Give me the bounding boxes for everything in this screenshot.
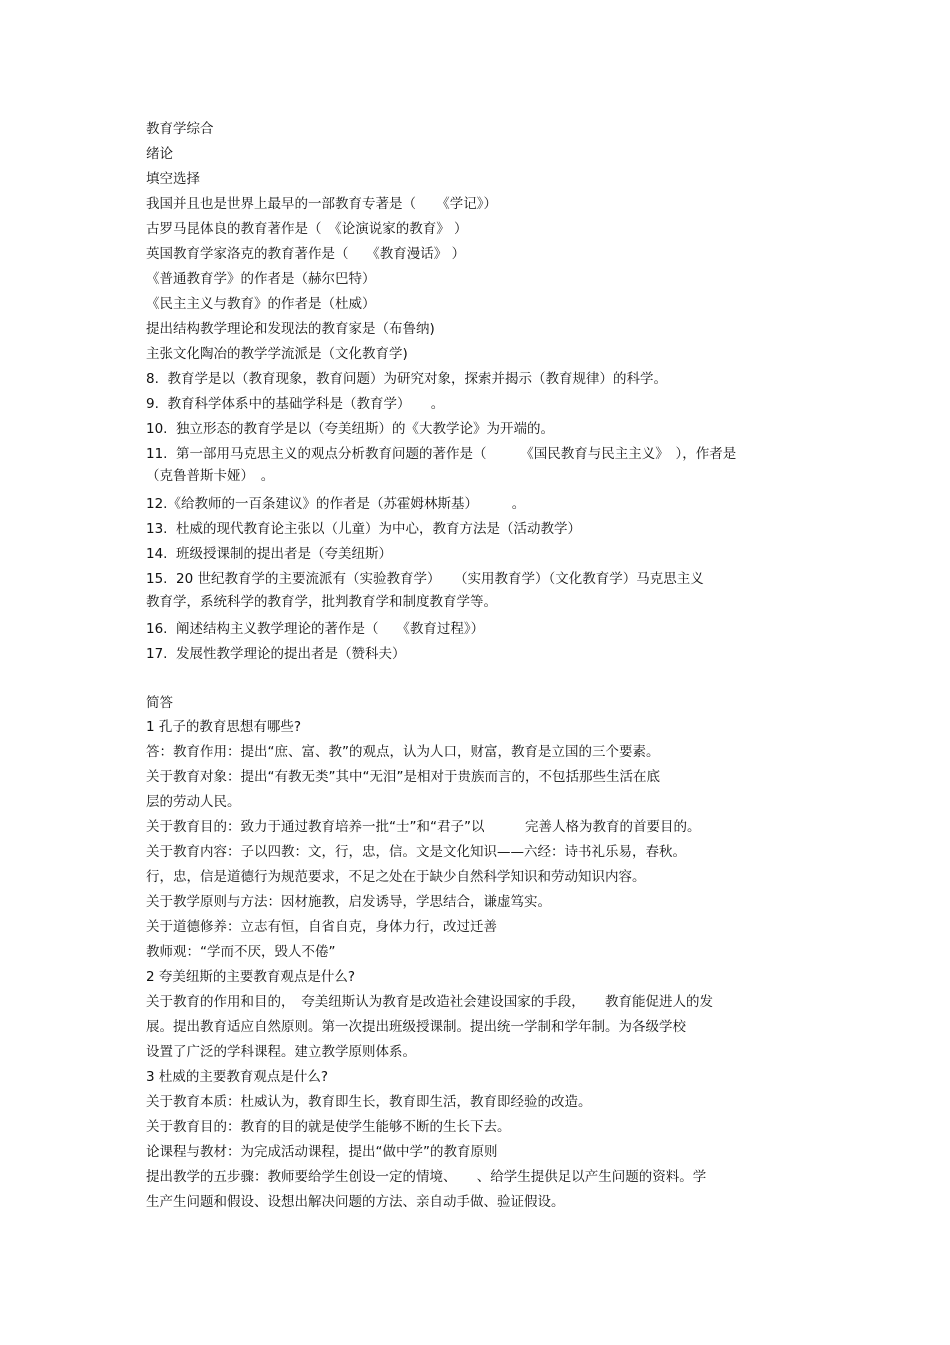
fill-item: 提出结构教学理论和发现法的教育家是（布鲁纳) bbox=[146, 321, 435, 337]
fill-item: 我国并且也是世界上最早的一部教育专著是（ 《学记》） bbox=[146, 196, 497, 212]
short-item: 关于教育目的：致力于通过教育培养一批“士”和“君子”以 完善人格为教育的首要目的。 bbox=[146, 819, 701, 835]
short-item: 行，忠，信是道德行为规范要求，不足之处在于缺少自然科学知识和劳动知识内容。 bbox=[146, 869, 646, 885]
short-item: 3 杜威的主要教育观点是什么? bbox=[146, 1069, 329, 1085]
fill-item: 16. 阐述结构主义教学理论的著作是（ 《教育过程》） bbox=[146, 621, 485, 637]
fill-item: 8. 教育学是以（教育现象，教育问题）为研究对象，探索并揭示（教育规律）的科学。 bbox=[146, 371, 667, 387]
fill-item: 《民主主义与教育》的作者是（杜威） bbox=[146, 296, 376, 312]
short-item: 教师观：“学而不厌，毁人不倦” bbox=[146, 944, 336, 960]
short-item: 设置了广泛的学科课程。建立教学原则体系。 bbox=[146, 1044, 416, 1060]
short-item: 关于教育内容：子以四教：文，行，忠，信。文是文化知识——六经：诗书礼乐易，春秋。 bbox=[146, 844, 686, 860]
fill-item: 教育学，系统科学的教育学，批判教育学和制度教育学等。 bbox=[146, 594, 497, 610]
short-item: 展。提出教育适应自然原则。第一次提出班级授课制。提出统一学制和学年制。为各级学校 bbox=[146, 1019, 686, 1035]
short-item: 2 夸美纽斯的主要教育观点是什么? bbox=[146, 969, 356, 985]
document-title: 教育学综合 bbox=[146, 121, 214, 137]
short-item: 层的劳动人民。 bbox=[146, 794, 241, 810]
fill-item: 10. 独立形态的教育学是以（夸美纽斯）的《大教学论》为开端的。 bbox=[146, 421, 555, 437]
fill-item: 古罗马昆体良的教育著作是（ 《论演说家的教育》 ） bbox=[146, 221, 468, 237]
short-item: 论课程与教材：为完成活动课程，提出“做中学”的教育原则 bbox=[146, 1144, 498, 1160]
fill-section-heading: 填空选择 bbox=[146, 171, 200, 187]
fill-item: 11. 第一部用马克思主义的观点分析教育问题的著作是（ 《国民教育与民主主义》 ），作者是 bbox=[146, 446, 737, 462]
short-item: 关于教育目的：教育的目的就是使学生能够不断的生长下去。 bbox=[146, 1119, 511, 1135]
fill-item: 15. 20 世纪教育学的主要流派有（实验教育学） （实用教育学）（文化教育学）马克思主义 bbox=[146, 571, 704, 587]
fill-item: 13. 杜威的现代教育论主张以（儿童）为中心，教育方法是（活动教学） bbox=[146, 521, 582, 537]
short-item: 生产生问题和假设、设想出解决问题的方法、亲自动手做、验证假设。 bbox=[146, 1194, 565, 1210]
fill-item: 英国教育学家洛克的教育著作是（ 《教育漫话》 ） bbox=[146, 246, 466, 262]
fill-item: （克鲁普斯卡娅） 。 bbox=[146, 468, 275, 484]
short-item: 关于教学原则与方法：因材施教，启发诱导，学思结合，谦虚笃实。 bbox=[146, 894, 551, 910]
short-item: 提出教学的五步骤：教师要给学生创设一定的情境、 、给学生提供足以产生问题的资料。学 bbox=[146, 1169, 707, 1185]
short-item: 关于道德修养：立志有恒，自省自克，身体力行，改过迁善 bbox=[146, 919, 497, 935]
fill-item: 主张文化陶冶的教学学流派是（文化教育学) bbox=[146, 346, 408, 362]
fill-item: 9. 教育科学体系中的基础学科是（教育学） 。 bbox=[146, 396, 445, 412]
short-section-heading: 简答 bbox=[146, 695, 173, 711]
fill-item: 《普通教育学》的作者是（赫尔巴特） bbox=[146, 271, 376, 287]
short-item: 关于教育本质：杜威认为，教育即生长，教育即生活，教育即经验的改造。 bbox=[146, 1094, 592, 1110]
fill-item: 17. 发展性教学理论的提出者是（赞科夫） bbox=[146, 646, 406, 662]
short-item: 关于教育对象：提出“有教无类”其中“无泪”是相对于贵族而言的，不包括那些生活在底 bbox=[146, 769, 660, 785]
fill-item: 12.《给教师的一百条建议》的作者是（苏霍姆林斯基） 。 bbox=[146, 496, 526, 512]
chapter-heading: 绪论 bbox=[146, 146, 173, 162]
short-item: 答：教育作用：提出“庶、富、教”的观点，认为人口，财富，教育是立国的三个要素。 bbox=[146, 744, 660, 760]
fill-item: 14. 班级授课制的提出者是（夸美纽斯） bbox=[146, 546, 393, 562]
short-item: 关于教育的作用和目的， 夸美纽斯认为教育是改造社会建设国家的手段， 教育能促进人的发 bbox=[146, 994, 713, 1010]
short-item: 1 孔子的教育思想有哪些? bbox=[146, 719, 302, 735]
